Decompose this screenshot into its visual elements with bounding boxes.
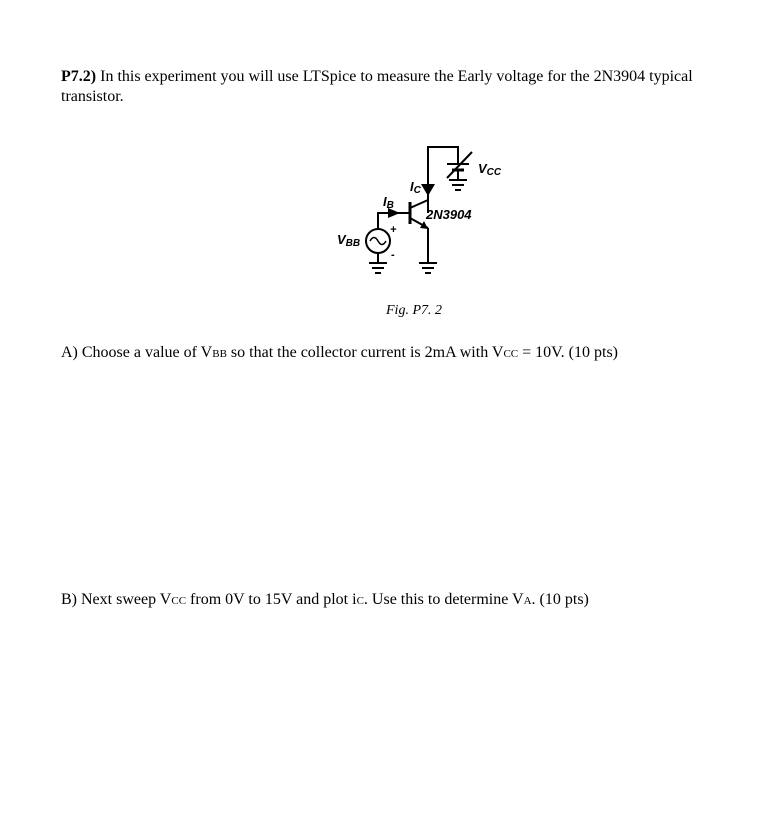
part-a-question: A) Choose a value of VBB so that the collector current is 2mA with VCC = 10V. (10 pts) (61, 344, 618, 361)
vcc-label: VCC (478, 161, 502, 178)
ib-label: IB (383, 194, 394, 211)
part-b-question: B) Next sweep VCC from 0V to 15V and plot iC. Use this to determine VA. (10 pts) (61, 591, 589, 608)
ic-label: IC (410, 179, 421, 196)
vbb-minus: - (391, 249, 395, 261)
problem-text: In this experiment you will use LTSpice to measure the Early voltage for the 2N3904 typical transistor. (61, 68, 693, 105)
vbb-sine-icon (370, 238, 386, 245)
vbb-plus: + (390, 224, 397, 236)
problem-number: P7.2) (61, 68, 97, 85)
ic-arrow (421, 184, 435, 196)
figure-caption: Fig. P7. 2 (386, 303, 442, 318)
vbb-label: VBB (337, 232, 361, 249)
transistor-label: 2N3904 (426, 207, 472, 222)
